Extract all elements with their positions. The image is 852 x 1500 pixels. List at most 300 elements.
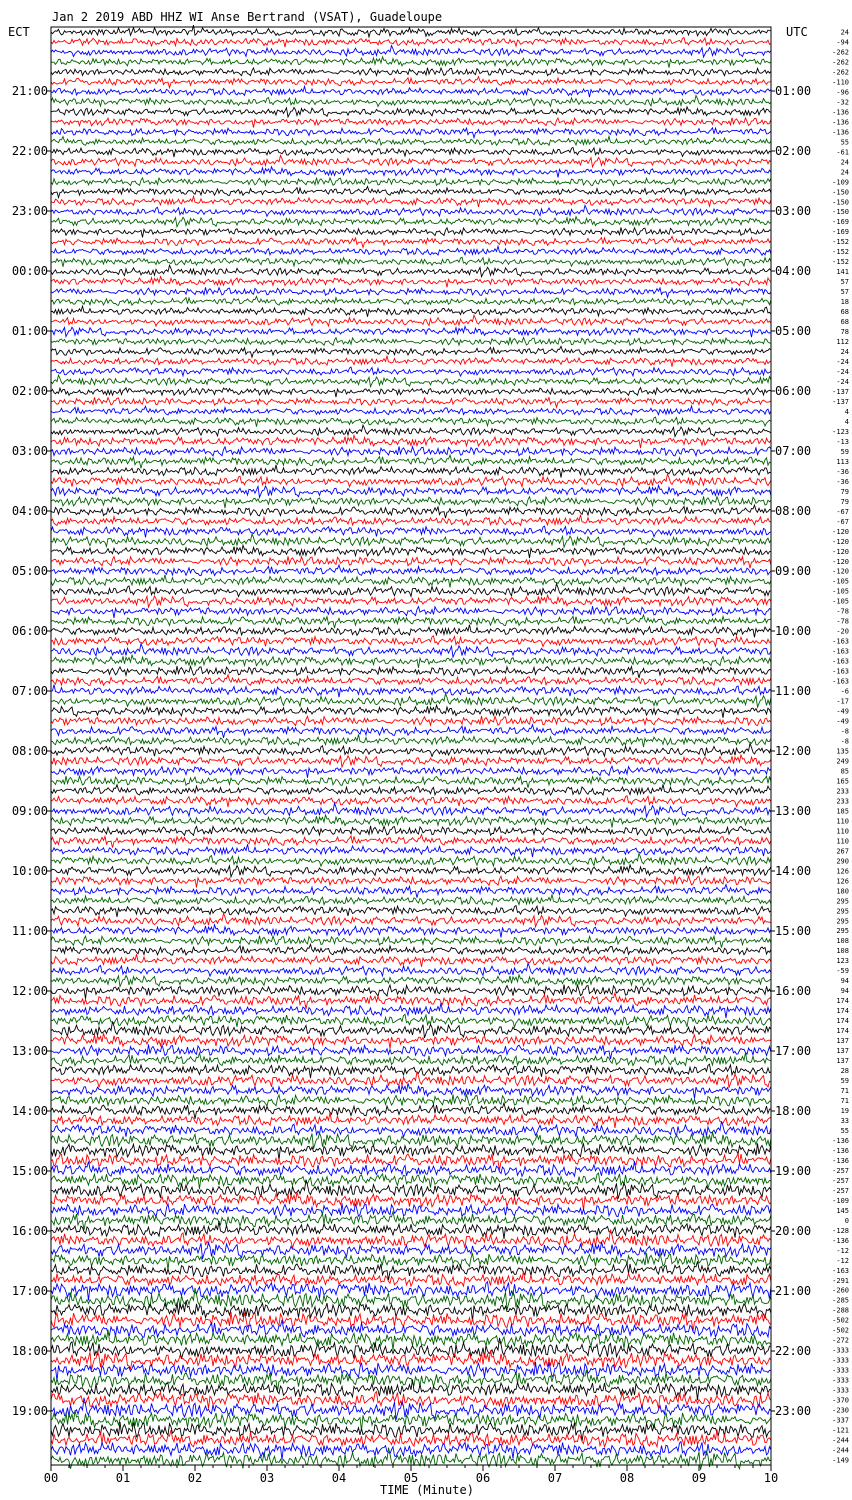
trace-offset-label: -136: [832, 128, 849, 137]
right-axis-title: UTC: [786, 25, 808, 39]
left-time-label: 19:00: [11, 1404, 48, 1418]
trace-line-91: [51, 936, 771, 948]
trace-line-79: [51, 815, 771, 828]
trace-line-61: [51, 636, 771, 647]
trace-line-10: [51, 128, 771, 138]
x-tick-label: 03: [259, 1471, 275, 1485]
trace-offset-label: -8: [840, 737, 849, 746]
trace-offset-label: -137: [832, 398, 849, 406]
trace-offset-label: 24: [840, 158, 849, 167]
trace-offset-label: -285: [832, 1296, 849, 1305]
trace-line-36: [51, 388, 771, 398]
left-axis-title: ECT: [8, 25, 30, 39]
left-time-label: 04:00: [11, 504, 48, 518]
trace-line-97: [51, 993, 771, 1009]
trace-line-118: [51, 1203, 771, 1216]
trace-line-11: [51, 136, 771, 145]
left-time-label: 14:00: [11, 1104, 48, 1118]
trace-line-103: [51, 1053, 771, 1066]
trace-offset-label: -163: [832, 677, 849, 686]
right-time-label: 19:00: [775, 1164, 812, 1178]
trace-line-34: [51, 367, 771, 376]
right-time-label: 22:00: [775, 1344, 812, 1358]
trace-offset-label: -152: [832, 248, 849, 257]
trace-offset-label: 145: [836, 1206, 849, 1215]
trace-line-21: [51, 236, 771, 247]
trace-offset-label: 19: [840, 1107, 849, 1115]
trace-offset-label: -152: [832, 238, 849, 247]
trace-offset-label: 33: [840, 1117, 849, 1125]
trace-offset-label: 110: [836, 817, 849, 826]
left-time-label: 22:00: [11, 144, 48, 158]
trace-line-73: [51, 755, 771, 767]
right-time-label: 10:00: [775, 624, 812, 638]
trace-line-6: [51, 86, 771, 97]
trace-line-108: [51, 1103, 771, 1119]
left-time-label: 17:00: [11, 1284, 48, 1298]
trace-offset-label: -105: [832, 587, 849, 596]
right-time-label: 14:00: [775, 864, 812, 878]
trace-offset-label: -169: [832, 228, 849, 237]
trace-line-70: [51, 725, 771, 738]
trace-line-66: [51, 685, 771, 698]
trace-line-141: [51, 1429, 771, 1446]
trace-offset-label: 113: [836, 457, 849, 466]
left-time-label: 08:00: [11, 744, 48, 758]
trace-offset-label: -105: [832, 577, 849, 586]
trace-line-100: [51, 1021, 771, 1038]
trace-offset-label: -78: [836, 607, 849, 616]
trace-offset-label: 295: [836, 907, 849, 916]
trace-line-44: [51, 465, 771, 478]
trace-offset-label: -333: [832, 1356, 849, 1365]
left-time-label: 15:00: [11, 1164, 48, 1178]
trace-offset-label: -257: [832, 1176, 849, 1185]
trace-line-106: [51, 1083, 771, 1098]
x-tick-label: 04: [331, 1471, 347, 1485]
trace-offset-label: -61: [836, 148, 849, 157]
trace-offset-label: 137: [836, 1047, 849, 1056]
trace-line-68: [51, 705, 771, 718]
trace-offset-label: -105: [832, 597, 849, 606]
trace-line-71: [51, 735, 771, 748]
trace-offset-label: -502: [832, 1326, 849, 1335]
trace-offset-label: -78: [836, 617, 849, 626]
trace-line-67: [51, 694, 771, 708]
trace-offset-label: 24: [840, 348, 849, 356]
trace-offset-label: 94: [840, 987, 849, 996]
trace-line-45: [51, 474, 771, 487]
trace-offset-label: -120: [832, 567, 849, 576]
trace-offset-label: 295: [836, 917, 849, 926]
trace-offset-label: 165: [836, 777, 849, 786]
x-tick-label: 00: [43, 1471, 59, 1485]
trace-offset-label: 267: [836, 847, 849, 856]
trace-offset-label: -163: [832, 637, 849, 646]
trace-offset-label: -337: [832, 1416, 849, 1425]
trace-offset-label: 126: [836, 867, 849, 876]
trace-line-29: [51, 315, 771, 326]
trace-offset-label: 4: [844, 418, 849, 426]
trace-line-37: [51, 397, 771, 407]
trace-offset-label: -137: [832, 388, 849, 396]
trace-line-109: [51, 1113, 771, 1128]
trace-offset-label: 78: [840, 328, 849, 337]
x-tick-label: 08: [619, 1471, 635, 1485]
trace-offset-label: -59: [836, 967, 849, 976]
left-time-label: 03:00: [11, 444, 48, 458]
trace-offset-label: -150: [832, 188, 849, 197]
trace-offset-label: 57: [840, 278, 849, 287]
trace-offset-label: -163: [832, 647, 849, 656]
trace-offset-label: -333: [832, 1386, 849, 1395]
trace-offset-label: -136: [832, 1236, 849, 1245]
trace-offset-label: 59: [840, 447, 849, 456]
trace-offset-label: 233: [836, 787, 849, 796]
right-time-label: 15:00: [775, 924, 812, 938]
trace-line-84: [51, 865, 771, 877]
trace-line-5: [51, 77, 771, 88]
trace-line-49: [51, 515, 771, 526]
trace-line-8: [51, 107, 771, 117]
trace-offset-label: 180: [836, 887, 849, 896]
trace-offset-label: -67: [836, 517, 849, 526]
trace-offset-label: -120: [832, 557, 849, 566]
trace-line-39: [51, 417, 771, 427]
trace-offset-label: -257: [832, 1166, 849, 1175]
trace-offset-label: 110: [836, 827, 849, 836]
right-time-label: 05:00: [775, 324, 812, 338]
trace-offset-label: -49: [836, 717, 849, 726]
trace-offset-label: -49: [836, 707, 849, 716]
trace-line-2: [51, 46, 771, 57]
trace-line-121: [51, 1230, 771, 1248]
trace-offset-label: 137: [836, 1037, 849, 1046]
trace-line-23: [51, 257, 771, 267]
right-time-label: 07:00: [775, 444, 812, 458]
trace-offset-label: 28: [840, 1067, 849, 1075]
trace-offset-label: -163: [832, 1266, 849, 1275]
trace-line-83: [51, 853, 771, 866]
trace-line-129: [51, 1312, 771, 1331]
trace-offset-label: -67: [836, 507, 849, 516]
trace-line-30: [51, 327, 771, 338]
right-time-label: 12:00: [775, 744, 812, 758]
trace-line-55: [51, 575, 771, 588]
trace-line-114: [51, 1161, 771, 1176]
trace-line-101: [51, 1033, 771, 1048]
right-time-label: 21:00: [775, 1284, 812, 1298]
trace-line-12: [51, 147, 771, 157]
trace-offset-label: 85: [840, 767, 849, 776]
trace-offset-label: -120: [832, 547, 849, 556]
trace-line-82: [51, 844, 771, 857]
left-time-label: 06:00: [11, 624, 48, 638]
x-axis-label: TIME (Minute): [380, 1483, 474, 1497]
trace-offset-label: -244: [832, 1436, 849, 1445]
trace-line-77: [51, 796, 771, 807]
trace-offset-label: -121: [832, 1426, 849, 1435]
trace-offset-label: -13: [836, 437, 849, 446]
trace-line-86: [51, 885, 771, 898]
trace-line-95: [51, 975, 771, 987]
trace-offset-label: -136: [832, 1146, 849, 1155]
trace-offset-label: -12: [836, 1246, 849, 1255]
trace-offset-label: 233: [836, 797, 849, 806]
trace-offset-label: -110: [832, 78, 849, 87]
trace-line-107: [51, 1095, 771, 1106]
right-time-label: 02:00: [775, 144, 812, 158]
trace-offset-label: 71: [840, 1097, 849, 1105]
trace-offset-label: 79: [840, 487, 849, 496]
trace-line-18: [51, 205, 771, 216]
trace-offset-label: -24: [836, 368, 849, 376]
right-time-label: 18:00: [775, 1104, 812, 1118]
trace-line-7: [51, 96, 771, 107]
left-time-label: 05:00: [11, 564, 48, 578]
trace-line-110: [51, 1121, 771, 1137]
trace-offset-label: 68: [840, 308, 849, 317]
trace-line-104: [51, 1064, 771, 1078]
trace-line-93: [51, 954, 771, 967]
trace-offset-label: -262: [832, 58, 849, 67]
trace-line-74: [51, 766, 771, 777]
trace-line-14: [51, 167, 771, 178]
trace-offset-label: -150: [832, 208, 849, 217]
trace-offset-label: -333: [832, 1366, 849, 1375]
x-tick-label: 09: [691, 1471, 707, 1485]
trace-line-4: [51, 68, 771, 76]
trace-offset-label: -333: [832, 1346, 849, 1355]
trace-line-80: [51, 826, 771, 836]
trace-line-28: [51, 306, 771, 317]
trace-line-33: [51, 356, 771, 367]
trace-offset-label: -260: [832, 1286, 849, 1295]
trace-offset-label: 295: [836, 927, 849, 936]
trace-offset-label: 68: [840, 318, 849, 327]
trace-offset-label: -120: [832, 537, 849, 546]
trace-line-52: [51, 545, 771, 558]
left-time-label: 13:00: [11, 1044, 48, 1058]
left-time-label: 09:00: [11, 804, 48, 818]
trace-line-48: [51, 505, 771, 518]
right-time-label: 11:00: [775, 684, 812, 698]
trace-offset-label: 24: [840, 168, 849, 177]
trace-offset-label: -288: [832, 1306, 849, 1315]
trace-offset-label: 123: [836, 957, 849, 966]
trace-line-117: [51, 1192, 771, 1210]
left-time-label: 01:00: [11, 324, 48, 338]
x-tick-label: 10: [763, 1471, 779, 1485]
trace-line-53: [51, 556, 771, 568]
trace-line-47: [51, 496, 771, 508]
trace-offset-label: -12: [836, 1256, 849, 1265]
trace-offset-label: -150: [832, 198, 849, 207]
trace-line-98: [51, 1003, 771, 1018]
trace-offset-label: 108: [836, 937, 849, 946]
trace-line-123: [51, 1253, 771, 1270]
trace-offset-label: -36: [836, 467, 849, 476]
trace-line-3: [51, 57, 771, 68]
right-time-label: 16:00: [775, 984, 812, 998]
trace-line-122: [51, 1242, 771, 1259]
trace-offset-label: 174: [836, 1017, 849, 1026]
trace-line-20: [51, 228, 771, 238]
trace-offset-label: -163: [832, 667, 849, 676]
trace-line-42: [51, 446, 771, 456]
trace-group: [51, 25, 771, 1470]
trace-line-87: [51, 894, 771, 905]
trace-line-88: [51, 906, 771, 917]
trace-offset-label: -17: [836, 697, 849, 706]
left-time-label: 10:00: [11, 864, 48, 878]
trace-line-89: [51, 913, 771, 927]
trace-line-120: [51, 1221, 771, 1239]
trace-line-31: [51, 337, 771, 345]
trace-offset-label: 71: [840, 1087, 849, 1095]
trace-offset-label: 79: [840, 497, 849, 506]
x-tick-label: 06: [475, 1471, 491, 1485]
trace-line-43: [51, 455, 771, 468]
trace-offset-label: -8: [840, 727, 849, 736]
right-time-label: 13:00: [775, 804, 812, 818]
trace-offset-label: -502: [832, 1316, 849, 1325]
trace-line-50: [51, 526, 771, 537]
right-time-label: 06:00: [775, 384, 812, 398]
x-tick-label: 02: [187, 1471, 203, 1485]
trace-line-22: [51, 246, 771, 255]
left-time-label: 18:00: [11, 1344, 48, 1358]
trace-line-13: [51, 155, 771, 167]
trace-line-41: [51, 435, 771, 448]
trace-line-96: [51, 985, 771, 999]
trace-offset-label: 174: [836, 1007, 849, 1016]
trace-offset-label: -36: [836, 477, 849, 486]
right-time-label: 23:00: [775, 1404, 812, 1418]
trace-line-65: [51, 675, 771, 686]
trace-offset-label: 141: [836, 268, 849, 277]
trace-offset-label: -152: [832, 258, 849, 267]
trace-line-26: [51, 287, 771, 297]
trace-offset-label: 108: [836, 947, 849, 956]
trace-offset-label: -128: [832, 1226, 849, 1235]
trace-offset-label: 94: [840, 977, 849, 986]
trace-offset-label: -333: [832, 1376, 849, 1385]
trace-line-46: [51, 485, 771, 497]
left-time-label: 12:00: [11, 984, 48, 998]
trace-offset-label: 135: [836, 747, 849, 756]
trace-offset-label: 57: [840, 288, 849, 297]
left-time-label: 23:00: [11, 204, 48, 218]
left-time-label: 11:00: [11, 924, 48, 938]
left-time-label: 07:00: [11, 684, 48, 698]
trace-offset-label: -109: [832, 178, 849, 187]
trace-line-35: [51, 375, 771, 387]
trace-line-64: [51, 666, 771, 678]
trace-line-113: [51, 1154, 771, 1171]
x-tick-label: 05: [403, 1471, 419, 1485]
trace-line-54: [51, 565, 771, 576]
trace-offset-label: 249: [836, 757, 849, 766]
trace-offset-label: -149: [832, 1456, 849, 1465]
trace-line-63: [51, 655, 771, 668]
trace-offset-label: 110: [836, 837, 849, 846]
trace-line-25: [51, 277, 771, 288]
trace-line-59: [51, 615, 771, 628]
trace-offset-label: 59: [840, 1077, 849, 1085]
left-time-label: 00:00: [11, 264, 48, 278]
trace-offset-label: -24: [836, 378, 849, 386]
trace-offset-label: -6: [840, 687, 849, 696]
trace-offset-label: 24: [840, 28, 849, 37]
left-time-label: 21:00: [11, 84, 48, 98]
trace-offset-label: -230: [832, 1406, 849, 1415]
trace-offset-label: -94: [836, 38, 849, 47]
trace-offset-label: -262: [832, 48, 849, 57]
trace-offset-label: -257: [832, 1186, 849, 1195]
trace-offset-label: -136: [832, 108, 849, 117]
chart-title: Jan 2 2019 ABD HHZ WI Anse Bertrand (VSAT), Guadeloupe: [52, 10, 443, 24]
trace-offset-label: -163: [832, 657, 849, 666]
trace-offset-label: -370: [832, 1396, 849, 1405]
right-time-label: 09:00: [775, 564, 812, 578]
trace-line-17: [51, 196, 771, 207]
trace-line-38: [51, 406, 771, 415]
trace-offset-label: -262: [832, 68, 849, 77]
trace-line-32: [51, 346, 771, 357]
x-tick-label: 01: [115, 1471, 131, 1485]
trace-line-94: [51, 963, 771, 976]
trace-offset-label: 0: [844, 1216, 849, 1225]
trace-line-27: [51, 296, 771, 305]
right-time-label: 20:00: [775, 1224, 812, 1238]
left-time-label: 16:00: [11, 1224, 48, 1238]
trace-line-40: [51, 425, 771, 436]
x-tick-label: 07: [547, 1471, 563, 1485]
trace-line-119: [51, 1211, 771, 1230]
trace-line-58: [51, 606, 771, 618]
trace-line-69: [51, 716, 771, 726]
right-time-label: 17:00: [775, 1044, 812, 1058]
trace-line-81: [51, 835, 771, 848]
trace-offset-label: 126: [836, 877, 849, 886]
trace-offset-label: 137: [836, 1057, 849, 1066]
trace-line-1: [51, 38, 771, 48]
trace-offset-label: -169: [832, 218, 849, 227]
trace-line-90: [51, 925, 771, 938]
trace-offset-label: -96: [836, 88, 849, 97]
trace-offset-label: 174: [836, 997, 849, 1006]
trace-line-60: [51, 625, 771, 638]
trace-offset-label: 174: [836, 1027, 849, 1036]
right-time-label: 01:00: [775, 84, 812, 98]
trace-offset-label: 18: [840, 298, 849, 307]
trace-line-15: [51, 178, 771, 186]
trace-offset-label: -109: [832, 1196, 849, 1205]
trace-line-9: [51, 118, 771, 128]
trace-line-137: [51, 1392, 771, 1409]
trace-line-85: [51, 876, 771, 888]
trace-offset-label: 4: [844, 408, 849, 416]
trace-offset-label: -291: [832, 1276, 849, 1285]
trace-offset-label: -272: [832, 1336, 849, 1345]
trace-offset-label: -136: [832, 118, 849, 127]
trace-line-142: [51, 1442, 771, 1461]
left-time-label: 02:00: [11, 384, 48, 398]
trace-line-99: [51, 1014, 771, 1027]
trace-line-24: [51, 265, 771, 276]
trace-offset-label: -136: [832, 1137, 849, 1145]
